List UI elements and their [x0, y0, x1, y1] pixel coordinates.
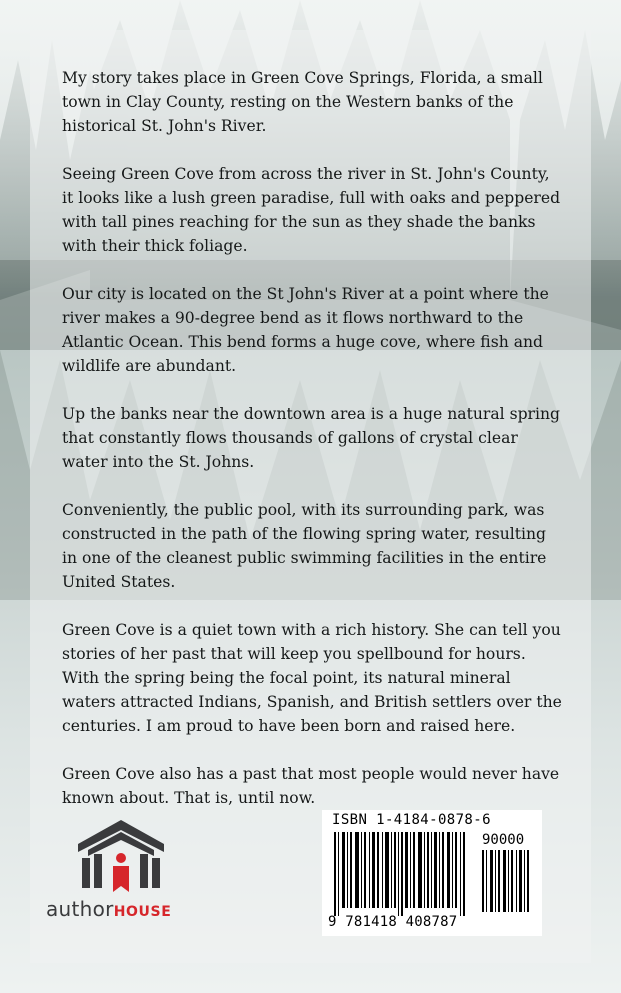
publisher-name-part1: author — [46, 897, 114, 921]
house-book-logo-icon — [46, 818, 196, 898]
blurb-paragraph: Up the banks near the downtown area is a huge natural spring that constantly flows thousands of gallons of crystal clear water into the St. Johns. — [62, 405, 561, 471]
blurb-paragraph: Conveniently, the public pool, with its surrounding park, was constructed in the path of the flowing spring water, resulting in one of the cleanest public swimming facilities in the entire United States. — [62, 501, 547, 591]
blurb-paragraph: Green Cove also has a past that most people would never have known about. That is, until now. — [62, 765, 560, 807]
price-barcode-bars — [482, 850, 532, 912]
ean-barcode-bars — [334, 832, 474, 916]
blurb-paragraph: Green Cove is a quiet town with a rich history. She can tell you stories of her past that will keep you spellbound for hours. With the spring being the focal point, its natural mineral waters attracted Indians, Spanish, and British settlers over the centuries. I am proud to have been born and raised here. — [62, 621, 562, 735]
isbn-number: ISBN 1-4184-0878-6 — [332, 812, 491, 828]
blurb-paragraph: Our city is located on the St John's River at a point where the river makes a 90-degree bend as it flows northward to the Atlantic Ocean. This bend forms a huge cove, where fish and wildlife are abundant. — [62, 285, 549, 375]
price-code: 90000 — [482, 832, 525, 848]
ean-number: 9 781418 408787 — [328, 914, 458, 930]
back-cover-blurb — [62, 66, 562, 834]
publisher-name — [46, 897, 196, 921]
publisher-logo — [46, 818, 196, 928]
blurb-paragraph: My story takes place in Green Cove Springs, Florida, a small town in Clay County, resting on the Western banks of the historical St. John's River. — [62, 69, 543, 135]
publisher-name-part2: HOUSE — [113, 904, 172, 920]
isbn-barcode — [322, 810, 542, 936]
blurb-paragraph: Seeing Green Cove from across the river in St. John's County, it looks like a lush green paradise, full with oaks and peppered with tall pines reaching for the sun as they shade the banks with their thick foliage. — [62, 165, 561, 255]
